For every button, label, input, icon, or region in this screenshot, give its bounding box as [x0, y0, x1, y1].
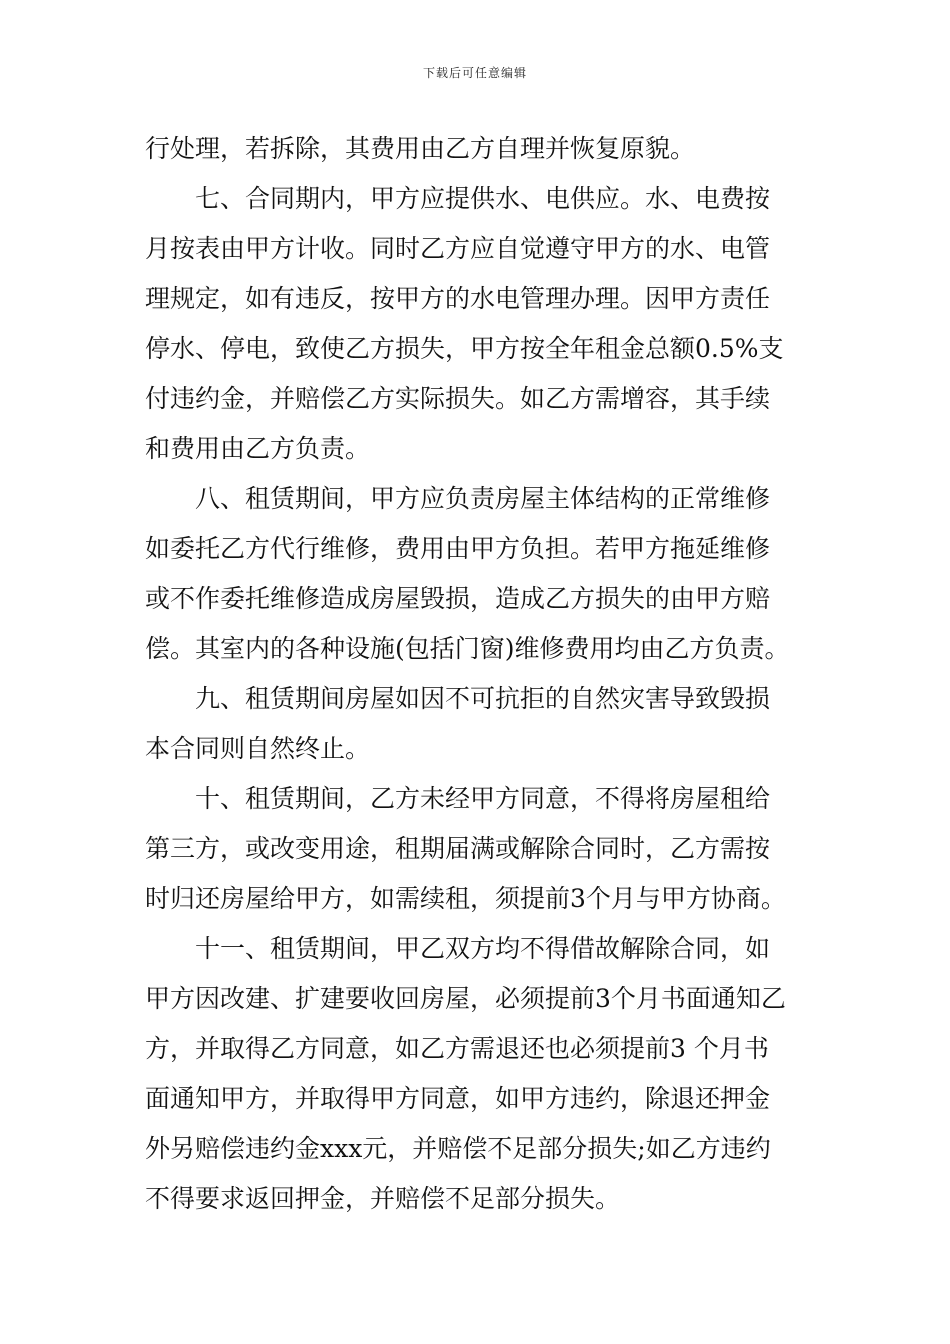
body-line: 外另赔偿违约金xxx元，并赔偿不足部分损失;如乙方违约: [145, 1134, 771, 1163]
body-line: 偿。其室内的各种设施(包括门窗)维修费用均由乙方负责。: [145, 634, 790, 663]
body-line: 方，并取得乙方同意，如乙方需退还也必须提前3 个月书: [145, 1034, 769, 1063]
body-line: 停水、停电，致使乙方损失，甲方按全年租金总额0.5%支: [145, 334, 784, 363]
body-line: 不得要求返回押金，并赔偿不足部分损失。: [145, 1184, 621, 1213]
body-line: 或不作委托维修造成房屋毁损，造成乙方损失的由甲方赔: [145, 584, 771, 613]
body-line: 如委托乙方代行维修，费用由甲方负担。若甲方拖延维修: [145, 534, 771, 563]
document-body: [145, 124, 810, 1224]
body-line: 时归还房屋给甲方，如需续租，须提前3个月与甲方协商。: [145, 884, 786, 913]
body-line: 面通知甲方，并取得甲方同意，如甲方违约，除退还押金: [145, 1084, 771, 1113]
body-line: 第三方，或改变用途，租期届满或解除合同时，乙方需按: [145, 834, 771, 863]
body-line: 月按表由甲方计收。同时乙方应自觉遵守甲方的水、电管: [145, 234, 771, 263]
clause-8-first-line: 八、租赁期间，甲方应负责房屋主体结构的正常维修: [195, 484, 771, 513]
clause-11-first-line: 十一、租赁期间，甲乙双方均不得借故解除合同，如: [195, 934, 771, 963]
body-line: 本合同则自然终止。: [145, 734, 371, 763]
header-note: 下载后可任意编辑: [422, 66, 527, 80]
body-line: 理规定，如有违反，按甲方的水电管理办理。因甲方责任: [145, 284, 771, 313]
body-line: 付违约金，并赔偿乙方实际损失。如乙方需增容，其手续: [145, 384, 771, 413]
clause-9-first-line: 九、租赁期间房屋如因不可抗拒的自然灾害导致毁损: [195, 684, 771, 713]
clause-7-first-line: 七、合同期内，甲方应提供水、电供应。水、电费按: [195, 184, 771, 213]
body-line: 和费用由乙方负责。: [145, 434, 371, 463]
clause-10-first-line: 十、租赁期间，乙方未经甲方同意，不得将房屋租给: [195, 784, 771, 813]
body-line: 行处理，若拆除，其费用由乙方自理并恢复原貌。: [145, 134, 696, 163]
body-line: 甲方因改建、扩建要收回房屋，必须提前3个月书面通知乙: [145, 984, 786, 1013]
